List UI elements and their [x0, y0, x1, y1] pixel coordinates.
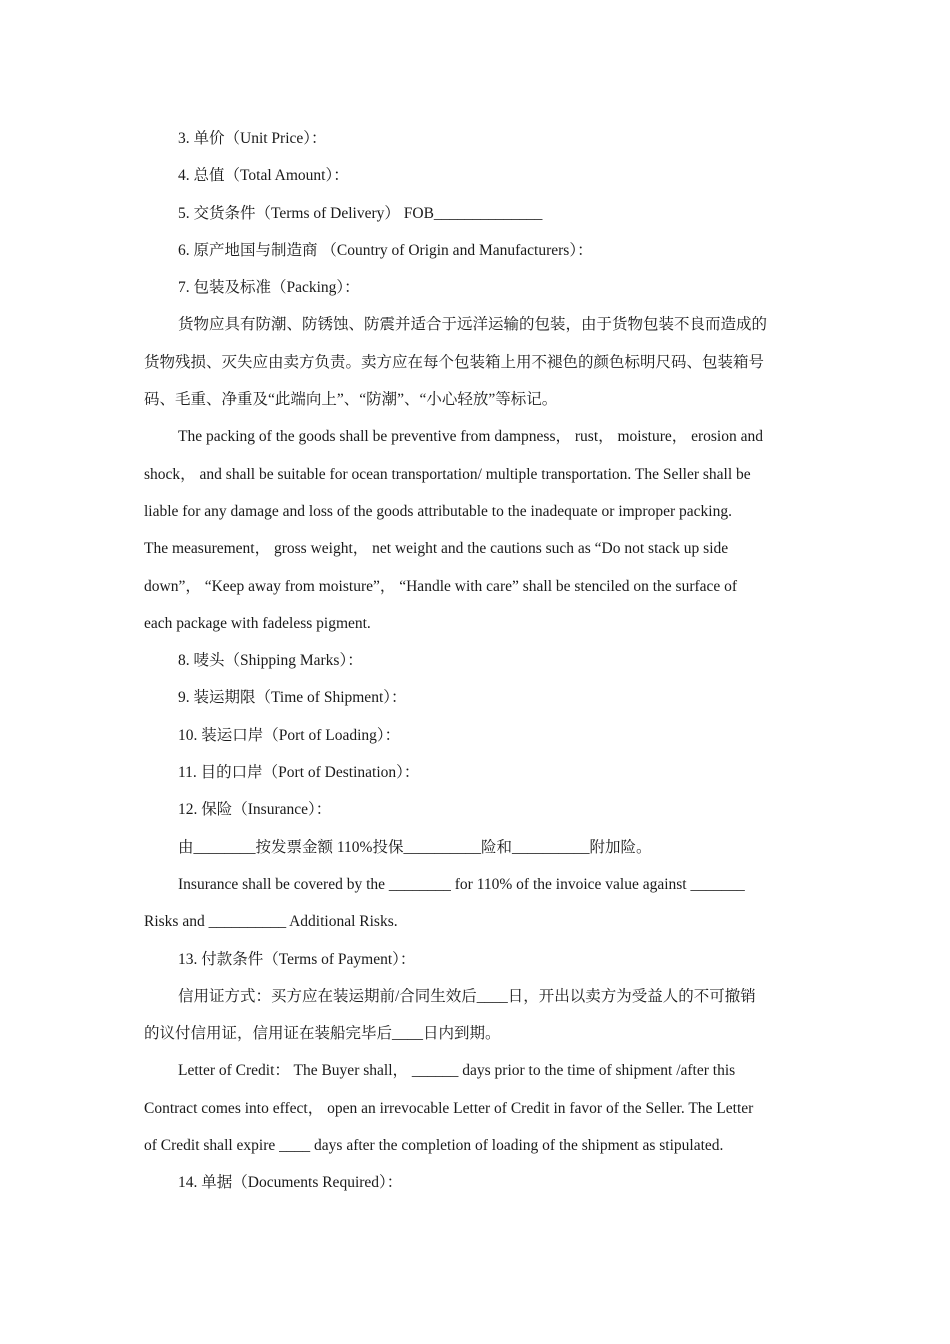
item-terms-of-delivery: 5. 交货条件（Terms of Delivery） FOB______________	[178, 204, 543, 222]
insurance-paragraph-en	[144, 866, 808, 941]
item-documents-required: 14. 单据（Documents Required）：	[178, 1174, 403, 1192]
insurance-en-line: Insurance shall be covered by the ________ for 110% of the invoice value against _______	[178, 875, 745, 893]
item-insurance: 12. 保险（Insurance）：	[178, 801, 332, 819]
payment-en-line: of Credit shall expire ____ days after the completion of loading of the shipment as stipulated.	[144, 1137, 724, 1155]
packing-en-line: liable for any damage and loss of the goods attributable to the inadequate or improper packing.	[144, 502, 732, 520]
payment-en-line: Letter of Credit： The Buyer shall， ______ days prior to the time of shipment /after this	[178, 1062, 736, 1080]
packing-en-line: The packing of the goods shall be preventive from dampness， rust， moisture， erosion and	[178, 428, 763, 446]
payment-en-line: Contract comes into effect， open an irrevocable Letter of Credit in favor of the Seller. The Letter	[144, 1099, 754, 1117]
packing-en-line: down”， “Keep away from moisture”， “Handle with care” shall be stenciled on the surface of	[144, 577, 738, 595]
insurance-paragraph-cn	[144, 829, 808, 866]
contract-body	[144, 120, 808, 1202]
item-port-of-destination: 11. 目的口岸（Port of Destination）：	[178, 764, 420, 782]
packing-en-line: shock， and shall be suitable for ocean transportation/ multiple transportation. The Seller shall be	[144, 465, 751, 483]
payment-cn-line: 信用证方式：买方应在装运期前/合同生效后____日，开出以卖方为受益人的不可撤销	[178, 987, 756, 1005]
payment-paragraph-en	[144, 1052, 808, 1164]
item-shipping-marks: 8. 唛头（Shipping Marks）：	[178, 652, 363, 670]
packing-cn-line: 货物残损、灭失应由卖方负责。卖方应在每个包装箱上用不褪色的颜色标明尺码、包装箱号	[144, 353, 765, 371]
packing-en-line: each package with fadeless pigment.	[144, 614, 371, 632]
item-port-of-loading: 10. 装运口岸（Port of Loading）：	[178, 726, 401, 744]
item-country-of-origin: 6. 原产地国与制造商 （Country of Origin and Manufacturers）：	[178, 241, 593, 259]
insurance-en-line: Risks and __________ Additional Risks.	[144, 913, 398, 931]
payment-paragraph-cn	[144, 978, 808, 1053]
insurance-cn-line: 由________按发票金额 110%投保__________险和__________附加险。	[178, 838, 652, 856]
item-unit-price: 3. 单价（Unit Price）：	[178, 130, 327, 147]
item-total-amount: 4. 总值（Total Amount）：	[178, 167, 349, 185]
packing-cn-line: 码、毛重、净重及“此端向上”、“防潮”、“小心轻放”等标记。	[144, 391, 558, 409]
item-packing: 7. 包装及标准（Packing）：	[178, 279, 360, 297]
packing-paragraph-en	[144, 418, 808, 642]
payment-cn-line: 的议付信用证，信用证在装船完毕后____日内到期。	[144, 1025, 501, 1043]
packing-en-line: The measurement， gross weight， net weight and the cautions such as “Do not stack up side	[144, 540, 729, 558]
item-time-of-shipment: 9. 装运期限（Time of Shipment）：	[178, 689, 407, 707]
item-terms-of-payment: 13. 付款条件（Terms of Payment）：	[178, 950, 416, 968]
packing-cn-line: 货物应具有防潮、防锈蚀、防震并适合于远洋运输的包装，由于货物包装不良而造成的	[178, 316, 768, 334]
packing-paragraph-cn	[144, 306, 808, 418]
